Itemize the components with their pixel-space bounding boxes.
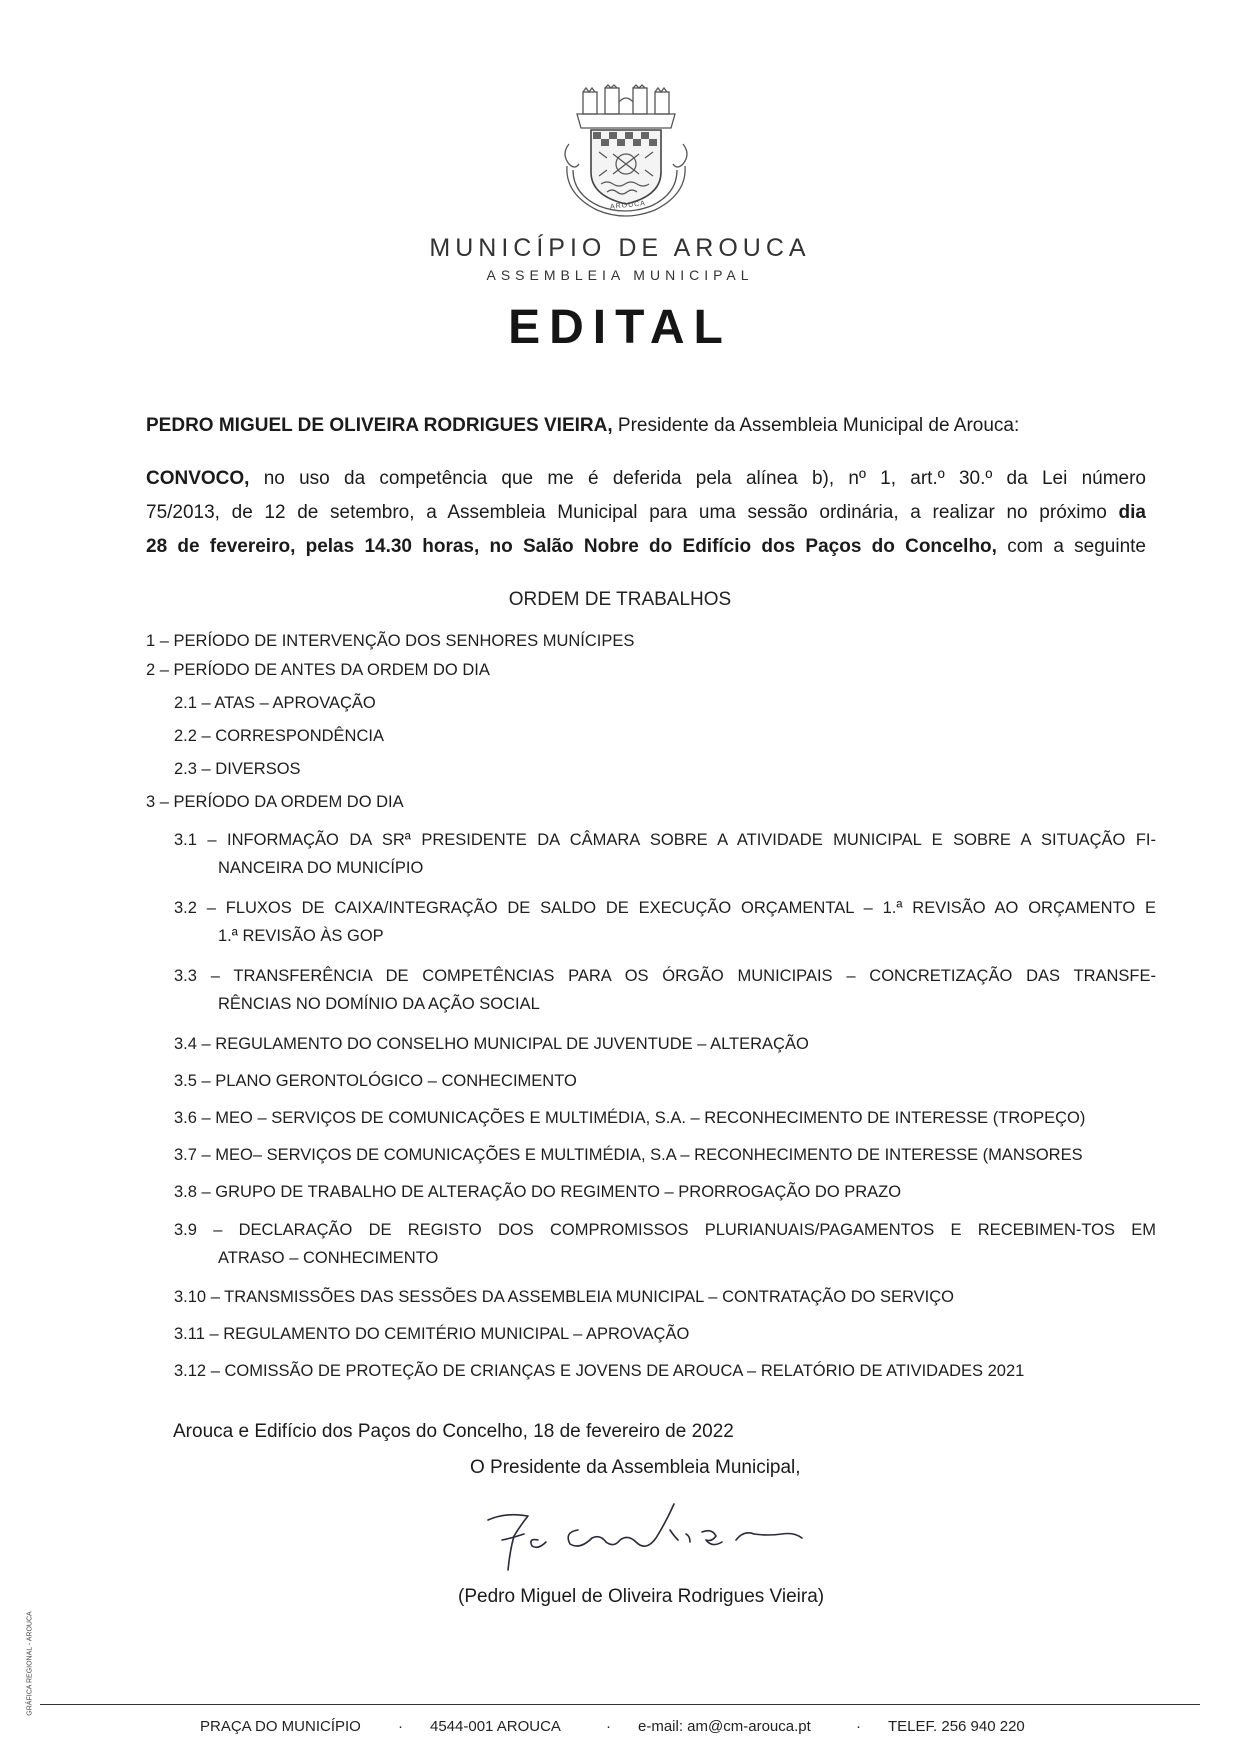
municipal-crest — [555, 84, 697, 224]
agenda-item: 3.11 – REGULAMENTO DO CEMITÉRIO MUNICIPAL – APROVAÇÃO — [174, 1325, 690, 1343]
footer-rule — [40, 1704, 1200, 1705]
agenda-item: 3.5 – PLANO GERONTOLÓGICO – CONHECIMENTO — [174, 1072, 577, 1090]
agenda-item: 3.8 – GRUPO DE TRABALHO DE ALTERAÇÃO DO REGIMENTO – PRORROGAÇÃO DO PRAZO — [174, 1183, 902, 1201]
agenda-heading: ORDEM DE TRABALHOS — [508, 589, 732, 610]
signer-title: O Presidente da Assembleia Municipal, — [470, 1457, 801, 1478]
place-date: Arouca e Edifício dos Paços do Concelho, 18 de fevereiro de 2022 — [173, 1421, 734, 1442]
agenda-item: 2.2 – CORRESPONDÊNCIA — [174, 727, 384, 745]
agenda-item: 3.7 – MEO– SERVIÇOS DE COMUNICAÇÕES E MULTIMÉDIA, S.A – RECONHECIMENTO DE INTERESSE (MANSORES — [174, 1146, 1083, 1164]
crest-ribbon-text: AROUCA — [609, 200, 647, 211]
agenda-item-line: 3.9 – DECLARAÇÃO DE REGISTO DOS COMPROMISSOS PLURIANUAIS/PAGAMENTOS E RECEBIMEN-TOS EM — [174, 1221, 1156, 1239]
agenda-item: 3.4 – REGULAMENTO DO CONSELHO MUNICIPAL DE JUVENTUDE – ALTERAÇÃO — [174, 1035, 809, 1053]
convocation-text-3: com a seguinte — [996, 536, 1146, 557]
agenda-item — [174, 826, 1156, 882]
agenda-item: 3 – PERÍODO DA ORDEM DO DIA — [146, 793, 404, 811]
agenda-item-line: ATRASO – CONHECIMENTO — [218, 1249, 439, 1267]
org-subtitle: ASSEMBLEIA MUNICIPAL — [486, 267, 754, 283]
footer-separator: · — [606, 1718, 611, 1735]
agenda-item-line: NANCEIRA DO MUNICÍPIO — [218, 859, 424, 877]
printer-mark — [24, 1590, 36, 1740]
agenda-item: 3.10 – TRANSMISSÕES DAS SESSÕES DA ASSEMBLEIA MUNICIPAL – CONTRATAÇÃO DO SERVIÇO — [174, 1288, 955, 1306]
convocation-line-2 — [146, 496, 1146, 530]
agenda-item-line: 3.2 – FLUXOS DE CAIXA/INTEGRAÇÃO DE SALDO DE EXECUÇÃO ORÇAMENTAL – 1.ª REVISÃO AO ORÇAMENTO E — [174, 899, 1156, 917]
footer-email: e-mail: am@cm-arouca.pt — [638, 1718, 811, 1735]
president-name: PEDRO MIGUEL DE OLIVEIRA RODRIGUES VIEIRA, — [146, 415, 613, 436]
footer-postal: 4544-001 AROUCA — [430, 1718, 561, 1735]
footer-separator: · — [856, 1718, 861, 1735]
convocation-paragraph — [146, 462, 1146, 564]
agenda-item: 2.1 – ATAS – APROVAÇÃO — [174, 694, 376, 712]
agenda-item-line: RÊNCIAS NO DOMÍNIO DA AÇÃO SOCIAL — [218, 995, 540, 1013]
convocation-text-2: 75/2013, de 12 de setembro, a Assembleia Municipal para uma sessão ordinária, a realizar no próximo — [146, 502, 1119, 523]
agenda-item: 2 – PERÍODO DE ANTES DA ORDEM DO DIA — [146, 661, 490, 679]
org-name: MUNICÍPIO DE AROUCA — [429, 234, 811, 262]
convocation-bold-3: 28 de fevereiro, pelas 14.30 horas, no Salão Nobre do Edifício dos Paços do Concelho, — [146, 536, 997, 557]
agenda-item — [174, 1216, 1156, 1272]
agenda-item — [174, 894, 1156, 950]
convoco-lead: CONVOCO, — [146, 468, 250, 489]
agenda-item: 2.3 – DIVERSOS — [174, 760, 301, 778]
signature-icon — [480, 1500, 820, 1580]
document-title: EDITAL — [508, 301, 732, 354]
footer-separator: · — [398, 1718, 403, 1735]
agenda-item-line: 3.1 – INFORMAÇÃO DA SRª PRESIDENTE DA CÂMARA SOBRE A ATIVIDADE MUNICIPAL E SOBRE A SITUAÇÃO FI- — [174, 831, 1156, 849]
agenda-item: 3.6 – MEO – SERVIÇOS DE COMUNICAÇÕES E MULTIMÉDIA, S.A. – RECONHECIMENTO DE INTERESSE (TROPEÇO) — [174, 1109, 1086, 1127]
agenda-item-line: 3.3 – TRANSFERÊNCIA DE COMPETÊNCIAS PARA OS ÓRGÃO MUNICIPAIS – CONCRETIZAÇÃO DAS TRANSFE- — [174, 967, 1156, 985]
convocation-line-1 — [146, 462, 1146, 496]
intro-text: Presidente da Assembleia Municipal de Arouca: — [612, 415, 1020, 436]
agenda-item: 3.12 – COMISSÃO DE PROTEÇÃO DE CRIANÇAS E JOVENS DE AROUCA – RELATÓRIO DE ATIVIDADES 2021 — [174, 1362, 1025, 1380]
footer-address: PRAÇA DO MUNICÍPIO — [200, 1718, 361, 1735]
intro-paragraph — [146, 415, 1019, 437]
handwritten-signature — [480, 1500, 820, 1580]
footer-phone: TELEF. 256 940 220 — [888, 1718, 1025, 1735]
agenda-item-line: 1.ª REVISÃO ÀS GOP — [218, 927, 384, 945]
signer-name: (Pedro Miguel de Oliveira Rodrigues Vieira) — [458, 1586, 825, 1607]
agenda-item — [174, 962, 1156, 1018]
convocation-text-1: no uso da competência que me é deferida pela alínea b), nº 1, art.º 30.º da Lei número — [249, 468, 1146, 489]
convocation-line-3 — [146, 530, 1146, 564]
agenda-item: 1 – PERÍODO DE INTERVENÇÃO DOS SENHORES MUNÍCIPES — [146, 632, 635, 650]
convocation-bold-2: dia — [1118, 502, 1146, 523]
printer-mark-text: GRÁFICA REGIONAL - AROUCA — [26, 1611, 34, 1716]
